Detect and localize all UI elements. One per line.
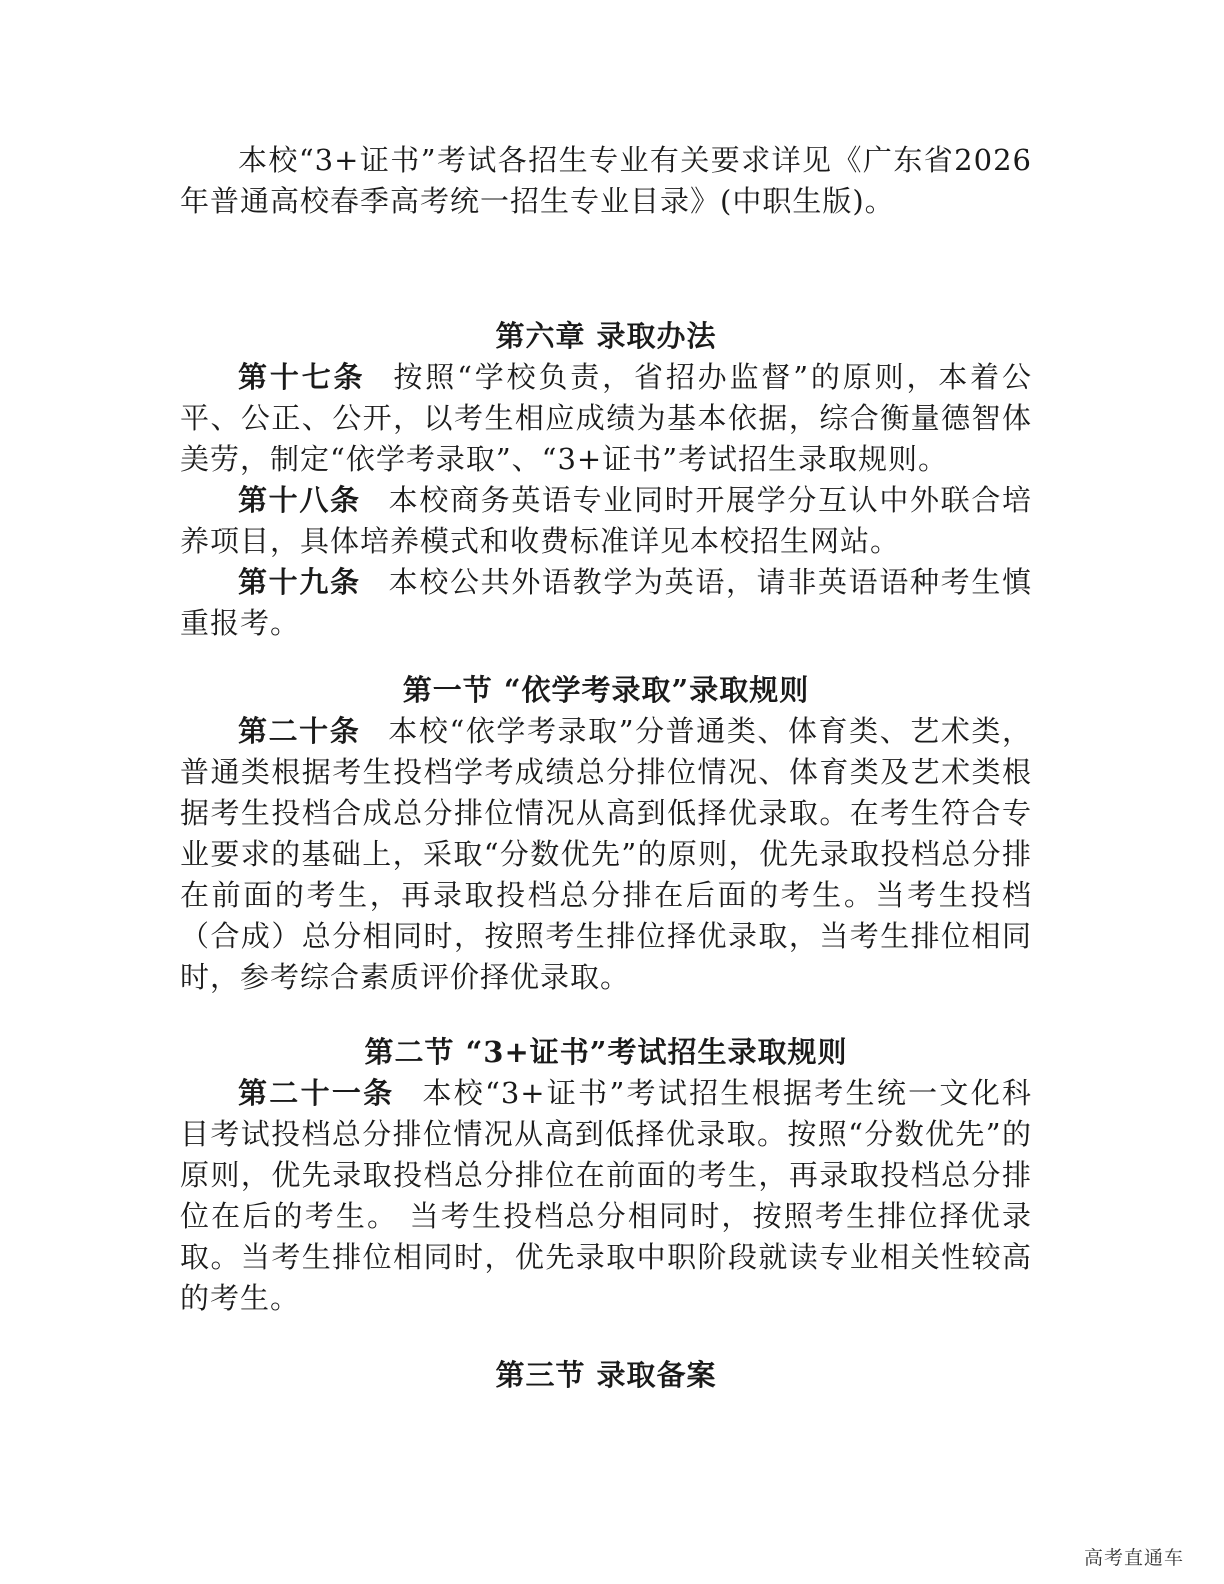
article-18-body: 本校商务英语专业同时开展学分互认中外联合培养项目，具体培养模式和收费标准详见本校招生网站。 xyxy=(180,483,1032,558)
watermark: 高考直通车 xyxy=(1083,1547,1184,1569)
article-20-heading: 第二十条 xyxy=(238,714,361,748)
document-page xyxy=(180,140,1032,1396)
article-19 xyxy=(180,562,1032,644)
section-3-title: 第三节 录取备案 xyxy=(495,1358,717,1392)
article-21-body: 本校“3+证书”考试招生根据考生统一文化科目考试投档总分排位情况从高到低择优录取。按照“分数优先”的原则，优先录取投档总分排位在前面的考生，再录取投档总分排位在后的考生。 当考生投档总分相同时，按照考生排位择优录取。当考生排位相同时，优先录取中职阶段就读专业相关性较高的考生。 xyxy=(180,1076,1032,1315)
section-2-title: 第二节 “3+证书”考试招生录取规则 xyxy=(364,1035,848,1069)
article-18 xyxy=(180,480,1032,562)
article-20-body: 本校“依学考录取”分普通类、体育类、艺术类，普通类根据考生投档学考成绩总分排位情况、体育类及艺术类根据考生投档合成总分排位情况从高到低择优录取。在考生符合专业要求的基础上，采取“分数优先”的原则，优先录取投档总分排在前面的考生，再录取投档总分排在后面的考生。当考生投档（合成）总分相同时，按照考生排位择优录取，当考生排位相同时，参考综合素质评价择优录取。 xyxy=(180,714,1032,994)
article-21 xyxy=(180,1073,1032,1319)
article-17-body: 按照“学校负责，省招办监督”的原则，本着公平、公正、公开，以考生相应成绩为基本依据，综合衡量德智体美劳，制定“依学考录取”、“3+证书”考试招生录取规则。 xyxy=(180,360,1032,476)
chapter-title: 第六章 录取办法 xyxy=(495,319,717,353)
article-17 xyxy=(180,357,1032,480)
article-19-body: 本校公共外语教学为英语，请非英语语种考生慎重报考。 xyxy=(180,565,1032,640)
article-19-heading: 第十九条 xyxy=(238,565,361,599)
article-20 xyxy=(180,711,1032,998)
article-18-heading: 第十八条 xyxy=(238,483,361,517)
article-21-heading: 第二十一条 xyxy=(238,1076,395,1110)
article-17-heading: 第十七条 xyxy=(238,360,366,394)
intro-paragraph: 本校“3+证书”考试各招生专业有关要求详见《广东省2026年普通高校春季高考统一招生专业目录》(中职生版)。 xyxy=(180,143,1032,218)
section-1-title: 第一节 “依学考录取”录取规则 xyxy=(402,673,810,707)
